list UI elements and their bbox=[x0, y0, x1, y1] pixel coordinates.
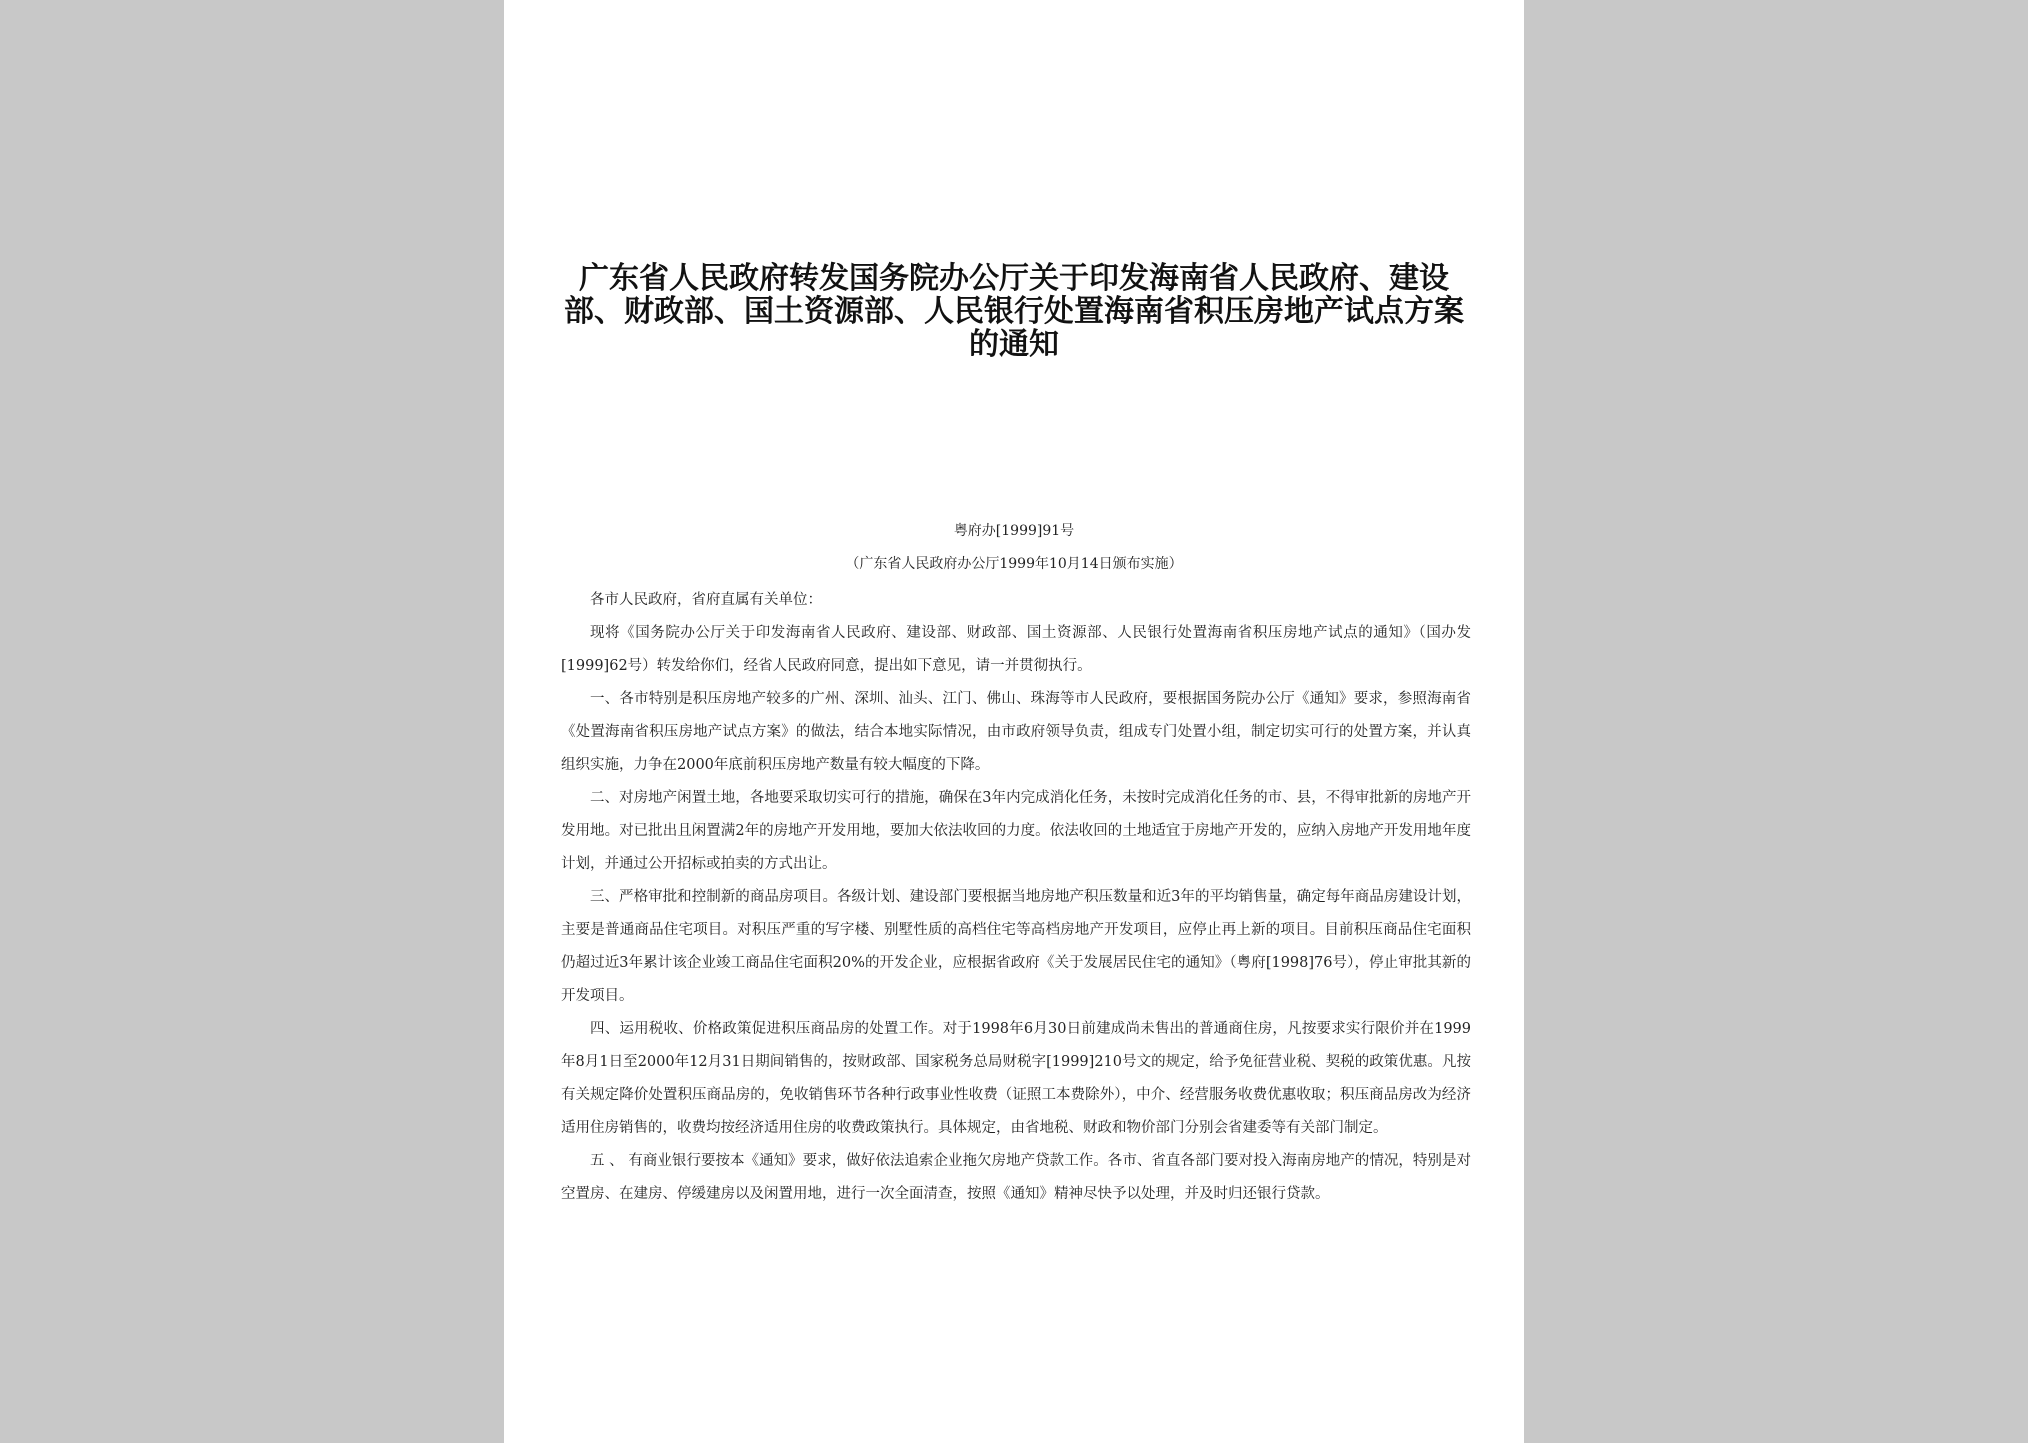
document-page bbox=[504, 0, 1524, 1443]
paragraph-item-1: 一、各市特别是积压房地产较多的广州、深圳、汕头、江门、佛山、珠海等市人民政府，要根据国务院办公厅《通知》要求，参照海南省《处置海南省积压房地产试点方案》的做法，结合本地实际情况，由市政府领导负责，组成专门处置小组，制定切实可行的处置方案，并认真组织实施，力争在2000年底前积压房地产数量有较大幅度的下降。 bbox=[561, 691, 1471, 773]
issue-note: （广东省人民政府办公厅1999年10月14日颁布实施） bbox=[845, 556, 1183, 572]
document-body bbox=[561, 584, 1471, 1211]
document-number: 粤府办[1999]91号 bbox=[953, 523, 1075, 539]
paragraph-item-4: 四、运用税收、价格政策促进积压商品房的处置工作。对于1998年6月30日前建成尚未售出的普通商住房，凡按要求实行限价并在1999年8月1日至2000年12月31日期间销售的，按财政部、国家税务总局财税字[1999]210号文的规定，给予免征营业税、契税的政策优惠。凡按有关规定降价处置积压商品房的，免收销售环节各种行政事业性收费（证照工本费除外），中介、经营服务收费优惠收取；积压商品房改为经济适用住房销售的，收费均按经济适用住房的收费政策执行。具体规定，由省地税、财政和物价部门分别会省建委等有关部门制定。 bbox=[561, 1021, 1471, 1136]
document-title: 广东省人民政府转发国务院办公厅关于印发海南省人民政府、建设部、财政部、国土资源部、人民银行处置海南省积压房地产试点方案的通知 bbox=[564, 261, 1464, 362]
paragraph-item-3: 三、严格审批和控制新的商品房项目。各级计划、建设部门要根据当地房地产积压数量和近3年的平均销售量，确定每年商品房建设计划，主要是普通商品住宅项目。对积压严重的写字楼、别墅性质的高档住宅等高档房地产开发项目，应停止再上新的项目。目前积压商品住宅面积仍超过近3年累计该企业竣工商品住宅面积20%的开发企业，应根据省政府《关于发展居民住宅的通知》（粤府[1998]76号），停止审批其新的开发项目。 bbox=[561, 889, 1471, 1004]
salutation: 各市人民政府，省府直属有关单位： bbox=[590, 592, 822, 608]
intro-paragraph: 现将《国务院办公厅关于印发海南省人民政府、建设部、财政部、国土资源部、人民银行处置海南省积压房地产试点的通知》（国办发[1999]62号）转发给你们，经省人民政府同意，提出如下意见，请一并贯彻执行。 bbox=[561, 625, 1471, 674]
paragraph-item-5: 五 、 有商业银行要按本《通知》要求，做好依法追索企业拖欠房地产贷款工作。各市、省直各部门要对投入海南房地产的情况，特别是对空置房、在建房、停缓建房以及闲置用地，进行一次全面清查，按照《通知》精神尽快予以处理，并及时归还银行贷款。 bbox=[561, 1153, 1471, 1202]
paragraph-item-2: 二、对房地产闲置土地，各地要采取切实可行的措施，确保在3年内完成消化任务，未按时完成消化任务的市、县，不得审批新的房地产开发用地。对已批出且闲置满2年的房地产开发用地，要加大依法收回的力度。依法收回的土地适宜于房地产开发的，应纳入房地产开发用地年度计划，并通过公开招标或拍卖的方式出让。 bbox=[561, 790, 1471, 872]
